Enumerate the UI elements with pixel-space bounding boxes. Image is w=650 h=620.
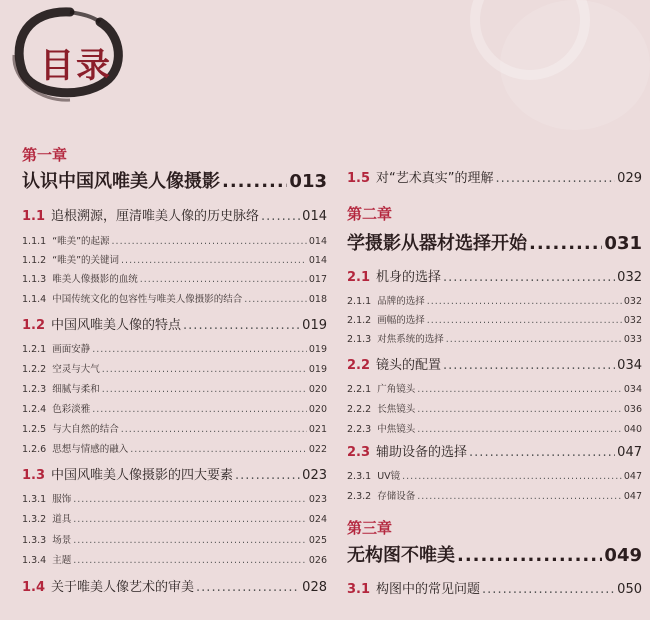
- leader-dots: [417, 404, 622, 415]
- subsection-title: 道具: [52, 514, 72, 525]
- subsection-title: 对焦系统的选择: [377, 334, 444, 345]
- section-title: 中国风唯美人像摄影的四大要素: [51, 468, 234, 483]
- section-1-3[interactable]: [22, 464, 327, 483]
- chapter-3-label: 第三章: [347, 519, 393, 537]
- subsection-1-2-2[interactable]: [22, 361, 327, 375]
- section-page: 028: [302, 580, 327, 595]
- section-number: 2.3: [347, 445, 371, 460]
- chapter-2-page: 031: [604, 233, 642, 254]
- chapter-3-title: 无构图不唯美: [347, 545, 455, 566]
- chapter-3-label-row: [347, 517, 642, 538]
- subsection-page: 023: [308, 494, 327, 505]
- section-page: 034: [617, 358, 642, 373]
- subsection-page: 034: [623, 384, 642, 395]
- subsection-title: 中焦镜头: [377, 424, 416, 435]
- chapter-1-label-row: [22, 144, 327, 165]
- subsection-page: 025: [308, 535, 327, 546]
- leader-dots: [244, 294, 307, 305]
- subsection-number: 1.3.4: [22, 555, 47, 566]
- section-number: 1.1: [22, 209, 46, 224]
- subsection-number: 2.2.2: [347, 404, 372, 415]
- section-page: 014: [302, 209, 327, 224]
- section-page: 019: [302, 318, 327, 333]
- leader-dots: [183, 318, 300, 333]
- subsection-number: 1.2.1: [22, 344, 47, 355]
- section-number: 1.2: [22, 318, 46, 333]
- section-number: 2.2: [347, 358, 371, 373]
- subsection-page: 022: [308, 444, 327, 455]
- leader-dots: [427, 296, 622, 307]
- chapter-1-title-row[interactable]: [22, 167, 327, 193]
- subsection-number: 2.3.2: [347, 491, 372, 502]
- section-title: 构图中的常见问题: [376, 582, 481, 597]
- leader-dots: [417, 424, 622, 435]
- subsection-title: 品牌的选择: [377, 296, 425, 307]
- chapter-1-page: 013: [289, 171, 327, 192]
- section-title: 对“艺术真实”的理解: [376, 171, 494, 186]
- section-title: 关于唯美人像艺术的审美: [51, 580, 195, 595]
- leader-dots: [235, 468, 300, 483]
- section-number: 2.1: [347, 270, 371, 285]
- leader-dots: [112, 236, 307, 247]
- section-title: 辅助设备的选择: [376, 445, 468, 460]
- subsection-number: 2.2.1: [347, 384, 372, 395]
- section-page: 032: [617, 270, 642, 285]
- subsection-2-1-3[interactable]: [347, 331, 642, 345]
- leader-dots: [469, 445, 615, 460]
- subsection-page: 019: [308, 344, 327, 355]
- section-number: 1.3: [22, 468, 46, 483]
- leader-dots: [482, 582, 615, 597]
- toc-logo-text: 目录: [40, 46, 112, 86]
- subsection-page: 033: [623, 334, 642, 345]
- leader-dots: [92, 404, 307, 415]
- leader-dots: [73, 535, 307, 546]
- subsection-page: 047: [623, 471, 642, 482]
- section-number: 1.4: [22, 580, 46, 595]
- subsection-2-2-3[interactable]: [347, 421, 642, 435]
- subsection-number: 2.1.3: [347, 334, 372, 345]
- leader-dots: [402, 471, 622, 482]
- toc-logo: [0, 0, 140, 110]
- section-number: 1.5: [347, 171, 371, 186]
- chapter-3-title-row[interactable]: [347, 541, 642, 567]
- subsection-page: 036: [623, 404, 642, 415]
- subsection-title: 场景: [52, 535, 72, 546]
- chapter-2-label: 第二章: [347, 205, 393, 223]
- subsection-number: 1.2.2: [22, 364, 47, 375]
- leader-dots: [446, 334, 622, 345]
- chapter-2-label-row: [347, 203, 642, 224]
- subsection-1-3-1[interactable]: [22, 491, 327, 505]
- subsection-1-1-4[interactable]: [22, 291, 327, 305]
- section-page: 029: [617, 171, 642, 186]
- leader-dots: [261, 209, 300, 224]
- section-number: 3.1: [347, 582, 371, 597]
- leader-dots: [102, 384, 307, 395]
- subsection-number: 1.1.3: [22, 274, 47, 285]
- leader-dots: [222, 171, 287, 192]
- subsection-title: UV镜: [377, 471, 401, 482]
- subsection-page: 018: [308, 294, 327, 305]
- subsection-1-1-1[interactable]: [22, 233, 327, 247]
- chapter-1-title: 认识中国风唯美人像摄影: [22, 171, 220, 192]
- subsection-page: 032: [623, 315, 642, 326]
- subsection-1-1-3[interactable]: [22, 271, 327, 285]
- subsection-title: 与大自然的结合: [52, 424, 119, 435]
- section-2-3[interactable]: [347, 441, 642, 460]
- leader-dots: [196, 580, 300, 595]
- section-page: 023: [302, 468, 327, 483]
- subsection-title: 色彩淡雅: [52, 404, 91, 415]
- subsection-page: 021: [308, 424, 327, 435]
- leader-dots: [92, 344, 307, 355]
- leader-dots: [102, 364, 307, 375]
- leader-dots: [443, 270, 615, 285]
- subsection-number: 1.3.3: [22, 535, 47, 546]
- subsection-1-2-4[interactable]: [22, 401, 327, 415]
- leader-dots: [73, 494, 307, 505]
- subsection-number: 2.2.3: [347, 424, 372, 435]
- chapter-2-title-row[interactable]: [347, 229, 642, 255]
- leader-dots: [443, 358, 615, 373]
- subsection-title: “唯美”的关键词: [52, 255, 120, 266]
- subsection-title: 服饰: [52, 494, 72, 505]
- subsection-title: 主题: [52, 555, 72, 566]
- subsection-1-3-3[interactable]: [22, 532, 327, 546]
- subsection-number: 1.2.3: [22, 384, 47, 395]
- subsection-page: 020: [308, 384, 327, 395]
- subsection-page: 014: [308, 255, 327, 266]
- leader-dots: [496, 171, 616, 186]
- subsection-title: 存储设备: [377, 491, 416, 502]
- subsection-title: 长焦镜头: [377, 404, 416, 415]
- section-title: 中国风唯美人像的特点: [51, 318, 182, 333]
- leader-dots: [140, 274, 307, 285]
- subsection-title: 广角镜头: [377, 384, 416, 395]
- section-title: 追根溯源，厘清唯美人像的历史脉络: [51, 209, 260, 224]
- section-page: 047: [617, 445, 642, 460]
- subsection-title: 唯美人像摄影的血统: [52, 274, 138, 285]
- subsection-page: 032: [623, 296, 642, 307]
- leader-dots: [73, 514, 307, 525]
- subsection-2-3-2[interactable]: [347, 488, 642, 502]
- leader-dots: [529, 233, 602, 254]
- subsection-number: 1.1.4: [22, 294, 47, 305]
- leader-dots: [457, 545, 602, 566]
- subsection-number: 1.2.5: [22, 424, 47, 435]
- subsection-number: 1.1.2: [22, 255, 47, 266]
- subsection-number: 2.3.1: [347, 471, 372, 482]
- section-title: 镜头的配置: [376, 358, 442, 373]
- section-1-5[interactable]: [347, 167, 642, 186]
- section-title: 机身的选择: [376, 270, 442, 285]
- subsection-title: “唯美”的起源: [52, 236, 110, 247]
- leader-dots: [121, 255, 307, 266]
- section-1-1[interactable]: [22, 205, 327, 224]
- subsection-number: 1.1.1: [22, 236, 47, 247]
- subsection-number: 1.3.1: [22, 494, 47, 505]
- subsection-number: 1.3.2: [22, 514, 47, 525]
- section-2-1[interactable]: [347, 266, 642, 285]
- subsection-title: 画幅的选择: [377, 315, 425, 326]
- subsection-number: 1.2.4: [22, 404, 47, 415]
- subsection-number: 1.2.6: [22, 444, 47, 455]
- subsection-page: 047: [623, 491, 642, 502]
- subsection-title: 画面安静: [52, 344, 91, 355]
- subsection-2-1-2[interactable]: [347, 312, 642, 326]
- subsection-page: 026: [308, 555, 327, 566]
- leader-dots: [417, 491, 622, 502]
- subsection-page: 040: [623, 424, 642, 435]
- subsection-1-3-2[interactable]: [22, 511, 327, 525]
- subsection-1-2-3[interactable]: [22, 381, 327, 395]
- subsection-1-2-5[interactable]: [22, 421, 327, 435]
- chapter-1-label: 第一章: [22, 146, 68, 164]
- subsection-page: 020: [308, 404, 327, 415]
- subsection-1-2-1[interactable]: [22, 341, 327, 355]
- leader-dots: [121, 424, 307, 435]
- subsection-page: 019: [308, 364, 327, 375]
- leader-dots: [417, 384, 622, 395]
- subsection-title: 空灵与大气: [52, 364, 100, 375]
- subsection-title: 中国传统文化的包容性与唯美人像摄影的结合: [52, 294, 243, 305]
- subsection-number: 2.1.1: [347, 296, 372, 307]
- subsection-2-2-1[interactable]: [347, 381, 642, 395]
- chapter-2-title: 学摄影从器材选择开始: [347, 233, 527, 254]
- section-2-2[interactable]: [347, 354, 642, 373]
- subsection-1-1-2[interactable]: [22, 252, 327, 266]
- section-3-1[interactable]: [347, 578, 642, 597]
- subsection-page: 017: [308, 274, 327, 285]
- section-1-4[interactable]: [22, 576, 327, 595]
- leader-dots: [427, 315, 622, 326]
- subsection-1-2-6[interactable]: [22, 441, 327, 455]
- subsection-title: 细腻与柔和: [52, 384, 100, 395]
- subsection-2-3-1[interactable]: [347, 468, 642, 482]
- section-1-2[interactable]: [22, 314, 327, 333]
- subsection-title: 思想与情感的融入: [52, 444, 129, 455]
- subsection-page: 014: [308, 236, 327, 247]
- section-page: 050: [617, 582, 642, 597]
- subsection-2-2-2[interactable]: [347, 401, 642, 415]
- subsection-2-1-1[interactable]: [347, 293, 642, 307]
- subsection-page: 024: [308, 514, 327, 525]
- subsection-1-3-4[interactable]: [22, 552, 327, 566]
- subsection-number: 2.1.2: [347, 315, 372, 326]
- leader-dots: [130, 444, 307, 455]
- chapter-3-page: 049: [604, 545, 642, 566]
- leader-dots: [73, 555, 307, 566]
